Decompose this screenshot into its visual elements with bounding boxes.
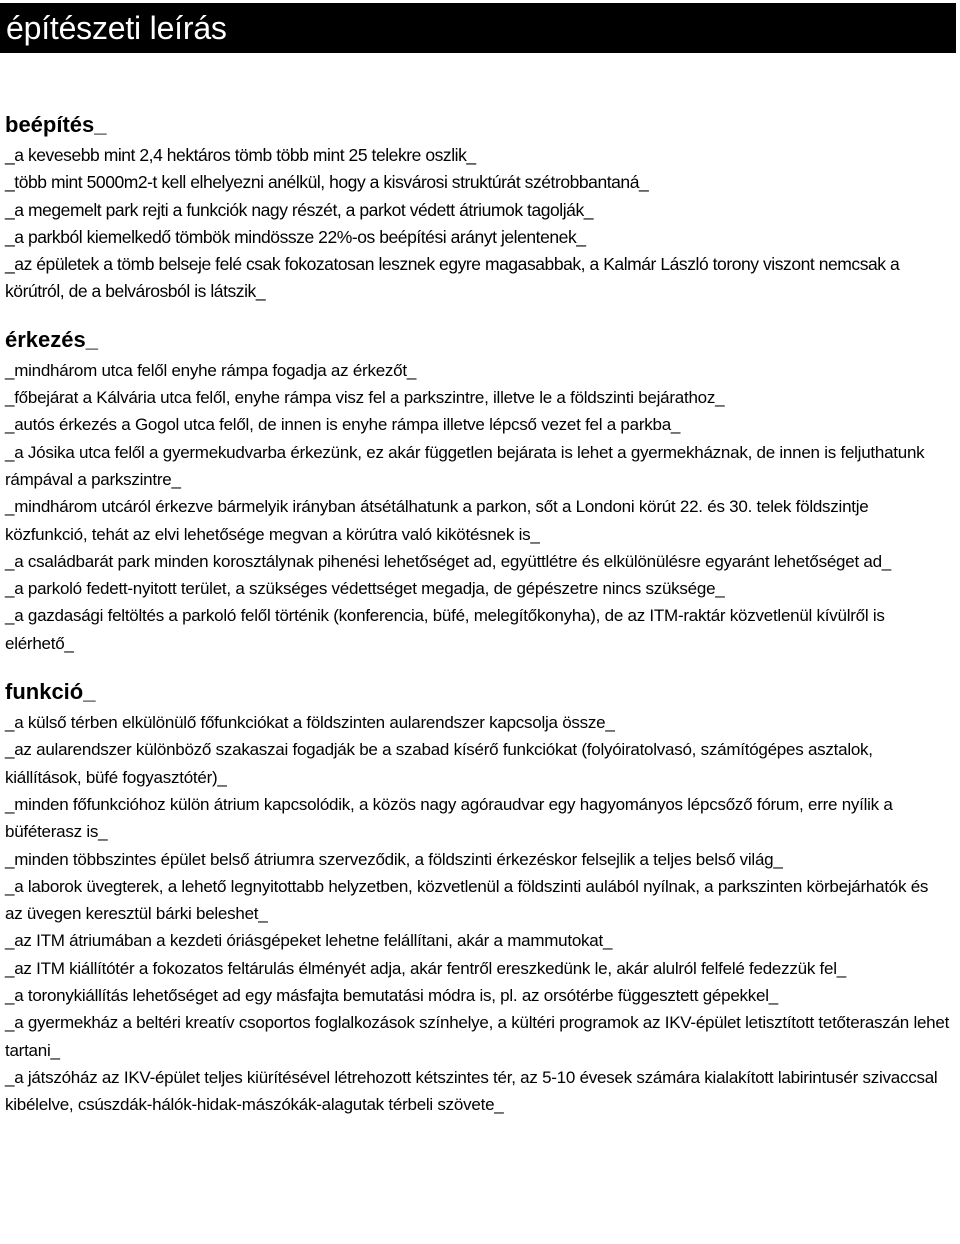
paragraph: _a toronykiállítás lehetőséget ad egy másfajta bemutatási módra is, pl. az orsótérbe függesztett gépekkel_ [5,986,778,1006]
paragraph: _a parkból kiemelkedő tömbök mindössze 22%-os beépítési arányt jelentenek_ [5,226,586,247]
paragraph: _az aularendszer különböző szakaszai fogadják be a szabad kísérő funkciókat (folyóiratolvasó, számítógépes asztalok, kiállítások, büfé fogyasztótér)_ [5,740,873,787]
paragraph: _főbejárat a Kálvária utca felől, enyhe rámpa visz fel a parkszintre, illetve le a földszinti bejárathoz_ [5,388,725,408]
paragraph: _minden többszintes épület belső átriumra szerveződik, a földszinti érkezéskor felsejlik a teljes belső világ_ [5,849,783,869]
page-title: építészeti leírás [6,10,227,46]
document-body [5,108,950,1119]
paragraph: _mindhárom utcáról érkezve bármelyik irányban átsétálhatunk a parkon, sőt a Londoni körút 22. és 30. telek földszintje közfunkció, tehát az elvi lehetősége megvan a körútra való kikötésnek is_ [5,497,869,544]
title-bar [0,3,956,53]
paragraph: _minden főfunkcióhoz külön átrium kapcsolódik, a közös nagy agóraudvar egy hagyományos lépcsőző fórum, erre nyílik a büféterasz is_ [5,794,893,842]
paragraph: _több mint 5000m2-t kell elhelyezni anélkül, hogy a kisvárosi struktúrát szétrobbantaná_ [5,172,649,193]
paragraph: _a kevesebb mint 2,4 hektáros tömb több mint 25 telekre oszlik_ [5,145,476,165]
section-heading: funkció_ [5,679,96,705]
paragraph: _a parkoló fedett-nyitott terület, a szükséges védettséget megadja, de gépészetre nincs szüksége_ [5,579,725,599]
section-funkcio [5,675,950,1118]
section-heading: érkezés_ [5,326,98,352]
section-beepites [5,108,950,306]
section-erkezes [5,323,950,657]
section-heading: beépítés_ [5,112,107,137]
paragraph: _a laborok üvegterek, a lehető legnyitottabb helyzetben, közvetlenül a földszinti aulából nyílnak, a parkszinten körbejárhatók és az üvegen keresztül bárki beleshet_ [5,876,929,924]
paragraph: _a Jósika utca felől a gyermekudvarba érkezünk, ez akár független bejárata is lehet a gyermekháznak, de innen is feljuthatunk rámpával a parkszintre_ [5,442,925,489]
paragraph: _a külső térben elkülönülő főfunkciókat a földszinten aularendszer kapcsolja össze_ [5,713,615,733]
paragraph: _a megemelt park rejti a funkciók nagy részét, a parkot védett átriumok tagolják_ [5,199,594,220]
paragraph: _a játszóház az IKV-épület teljes kiürítésével létrehozott kétszintes tér, az 5-10 évesek számára kialakított labirintusér szivaccsal kibélelve, csúszdák-hálók-hidak-mászókák-alagutak térbeli szövete_ [5,1067,938,1115]
paragraph: _a gyermekház a beltéri kreatív csoportos foglalkozások színhelye, a kültéri programok az IKV-épület letisztított tetőteraszán lehet tartani_ [5,1013,950,1060]
paragraph: _autós érkezés a Gogol utca felől, de innen is enyhe rámpa illetve lépcső vezet fel a parkba_ [5,415,681,435]
paragraph: _az ITM kiállítótér a fokozatos feltárulás élményét adja, akár fentről ereszkedünk le, akár alulról felfelé fedezzük fel_ [5,958,846,978]
paragraph: _a gazdasági feltöltés a parkoló felől történik (konferencia, büfé, melegítőkonyha), de az ITM-raktár közvetlenül kívülről is elérhető_ [5,606,885,653]
paragraph: _mindhárom utca felől enyhe rámpa fogadja az érkezőt_ [5,360,417,380]
paragraph: _az épületek a tömb belseje felé csak fokozatosan lesznek egyre magasabbak, a Kalmár László torony viszont nemcsak a körútról, de a belvárosból is látszik_ [5,254,900,302]
paragraph: _a családbarát park minden korosztálynak pihenési lehetőséget ad, együttlétre és elkülönülésre egyaránt lehetőséget ad_ [5,551,892,571]
paragraph: _az ITM átriumában a kezdeti óriásgépeket lehetne felállítani, akár a mammutokat_ [5,931,613,951]
